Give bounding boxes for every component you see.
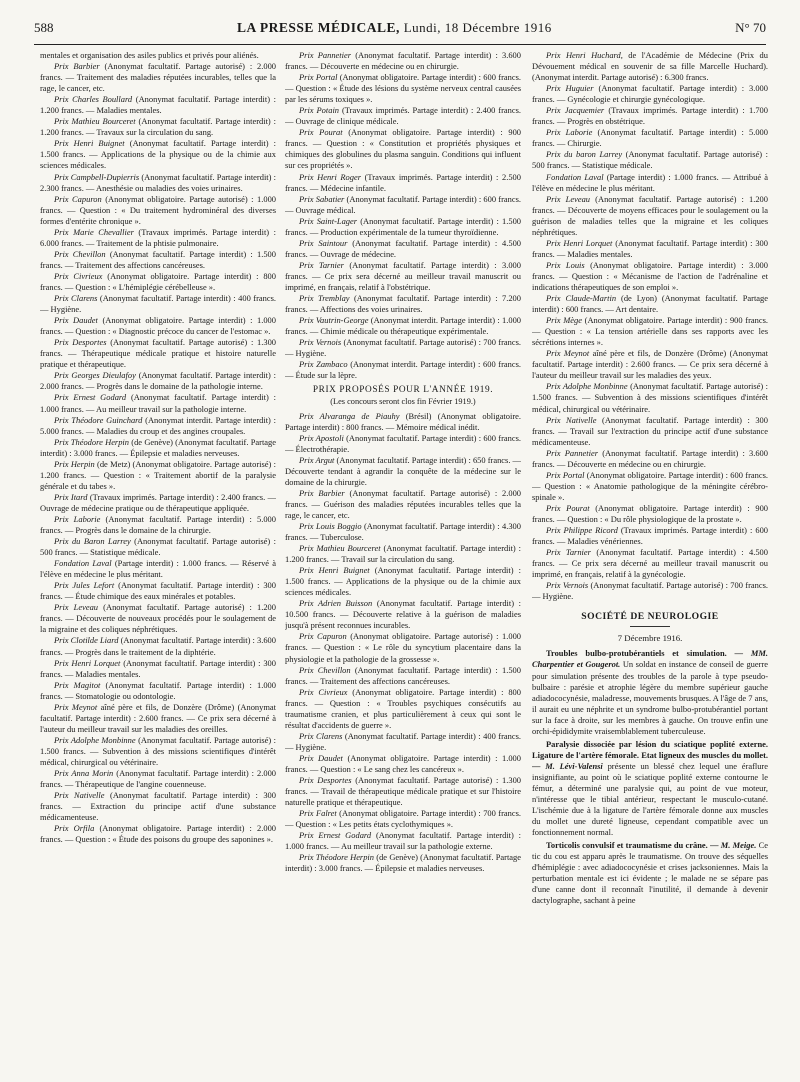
- society-date: 7 Décembre 1916.: [617, 633, 683, 644]
- prize-details: (Travaux imprimés. Partage interdit) : 2.400 francs. — Ouvrage de clinique médicale.: [285, 105, 521, 127]
- prize-details: (Anonymat facultatif. Partage interdit) : 1.500 francs. — Production expérimentale de la tumeur thyroïdienne.: [285, 215, 521, 237]
- prize-name: Prix Adrien Buisson: [299, 598, 373, 609]
- prize-details: (Anonymat facultatif. Partage interdit) : 300 francs. — Extraction du principe actif d'une substance médicamenteuse.: [40, 790, 276, 823]
- prize-details: (Anonymat facultatif. Partage interdit) : 1.000 francs. — Stomatologie ou odontologie.: [40, 679, 276, 701]
- column-2: [285, 50, 521, 1072]
- prize-entry: [285, 127, 521, 171]
- prize-details: (de Genève) (Anonymat facultatif. Partage interdit) : 3.000 francs. — Épilepsie et maladies nerveuses.: [285, 852, 521, 874]
- prize-name: Prix Pourat: [299, 127, 343, 138]
- prize-name: Prix Pannetier: [299, 50, 351, 60]
- prize-entry: [285, 194, 521, 216]
- prize-details: (Anonymat facultatif. Partage interdit) : 1.500 francs. — Applications de la physique ou de la chimie aux sciences médicales.: [40, 138, 276, 171]
- prize-details: (Anonymat facultatif. Partage interdit) : 650 francs. — Découverte tendant à agrandir la conquête de la médecine sur le domaine de la chirurgie.: [285, 454, 521, 487]
- prize-details: (Anonymat facultatif. Partage interdit) : 5.000 francs. — Chirurgie.: [532, 127, 768, 149]
- prize-name: Prix Capuron: [54, 193, 102, 204]
- prize-entry: [285, 753, 521, 775]
- prize-name: Prix Itard: [54, 491, 88, 502]
- prize-name: Prix Tarnier: [299, 259, 344, 270]
- prize-entry: [532, 83, 768, 105]
- prize-details: (Anonymat facultatif. Partage autorisé) : 1.500 francs. — Subvention à des missions scientifiques d'intérêt médical, chirurgical ou vétérinaire.: [40, 734, 276, 767]
- prize-entry: [532, 580, 768, 602]
- prize-details: (Anonymat facultatif. Partage autorisé) : 500 francs. — Statistique médicale.: [532, 149, 768, 171]
- prize-entry: [40, 370, 276, 392]
- prize-name: Prix Barbier: [54, 61, 100, 72]
- prize-name: Prix Théodore Herpin: [299, 852, 374, 863]
- prize-name: Prix Nativelle: [546, 414, 597, 425]
- prize-entry: [532, 448, 768, 470]
- prize-name: Prix Saint-Lager: [299, 215, 358, 226]
- prize-details: (Anonymat obligatoire. Partage interdit) : 1.000 francs. — Question : « Diagnostic précoce du cancer de l'estomac ».: [40, 315, 276, 337]
- prize-name: Prix Leveau: [546, 193, 591, 204]
- prize-details: (Anonymat interdit. Partage interdit) : 600 francs. — Étude sur la lèpre.: [285, 359, 521, 381]
- prize-entry: [285, 359, 521, 381]
- prize-details: (Anonymat obligatoire. Partage interdit) : 800 francs. — Question : « Troubles psychiques consécutifs au traumatisme cranien, et plus particulièrement à ceux qui sont le résultat d'accidents de guerre ».: [285, 686, 521, 730]
- prize-entry: [285, 521, 521, 543]
- prize-name: Prix Mège: [546, 315, 582, 326]
- prize-details: (Anonymat facultatif. Partage interdit) : 1.500 francs. — Traitement des affections cancéreuses.: [285, 664, 521, 686]
- prize-entry: [40, 459, 276, 492]
- prize-name: Prix Henri Buignet: [54, 138, 125, 149]
- prize-name: Prix Marie Chevallier: [54, 226, 134, 237]
- prize-entry: [40, 392, 276, 414]
- prize-name: Prix Herpin: [54, 458, 95, 469]
- prize-entry: [40, 790, 276, 823]
- prize-entry: [285, 50, 521, 72]
- prize-details: (Travaux imprimés. Partage interdit) : 2.500 francs. — Médecine infantile.: [285, 171, 521, 193]
- prize-details: aîné père et fils, de Donzère (Drôme) (Anonymat facultatif. Partage interdit) : 2.600 francs. — Ce prix sera décerné à l'auteur du meilleur travail sur les maladies des yeux.: [532, 348, 768, 381]
- prize-details: aîné père et fils, de Donzère (Drôme) (Anonymat facultatif. Partage interdit) : 2.600 francs. — Ce prix sera décerné à l'auteur du meilleur travail sur les maladies des oreilles.: [40, 701, 276, 734]
- prize-name: Prix Clarens: [299, 730, 343, 741]
- prize-entry: [40, 635, 276, 657]
- prize-name: Prix Daudet: [299, 752, 343, 763]
- prize-entry: [532, 50, 768, 83]
- prize-details: (Anonymat facultatif. Partage interdit) : 1.200 francs. — Travail sur la circulation du sang.: [285, 543, 521, 565]
- prize-entry: [285, 433, 521, 455]
- prize-details: (Anonymat obligatoire. Partage interdit) : 700 francs. — Question : « Les petits états cyclothymiques ».: [285, 808, 521, 830]
- prize-entry: [532, 415, 768, 448]
- prize-entry: [532, 503, 768, 525]
- prize-entry: [285, 411, 521, 433]
- prize-entry: [40, 602, 276, 635]
- prize-name: Prix Magitot: [54, 679, 101, 690]
- prize-entry: [285, 598, 521, 631]
- prize-entry: [40, 823, 276, 845]
- prize-details: (Anonymat facultatif. Partage interdit) : 1.500 francs. — Applications de la physique ou de la chimie aux sciences médicales.: [285, 565, 521, 598]
- prize-name: Fondation Laval: [54, 558, 112, 569]
- prize-name: Prix Louis Boggio: [299, 520, 362, 531]
- prize-name: Prix Orfila: [54, 823, 95, 834]
- prize-entry: [285, 565, 521, 598]
- prize-name: Prix Adolphe Monbinne: [54, 734, 136, 745]
- prize-name: Prix Théodore Herpin: [54, 436, 129, 447]
- prize-entry: [40, 138, 276, 171]
- prize-details: (Anonymat obligatoire. Partage interdit) : 1.000 francs. — Question : « Le sang chez les cancéreux ».: [285, 752, 521, 774]
- prize-details: (Anonymat facultatif. Partage interdit) : 2.000 francs. — Thérapeutique de l'angine couenneuse.: [40, 768, 276, 790]
- prize-details: (de Genève) (Anonymat facultatif. Partage interdit) : 3.000 francs. — Épilepsie et maladies nerveuses.: [40, 436, 276, 458]
- prize-details: (Anonymat facultatif. Partage interdit) : 4.500 francs. — Ouvrage de médecine.: [285, 237, 521, 259]
- prize-entry: [285, 216, 521, 238]
- prize-entry: [285, 808, 521, 830]
- section-subtitle: (Les concours seront clos fin Février 1919.): [330, 397, 476, 407]
- prize-entry: [40, 94, 276, 116]
- prize-entry: [285, 830, 521, 852]
- prize-entry: [285, 687, 521, 731]
- prize-name: Prix Desportes: [54, 337, 107, 348]
- prize-name: Prix Vernois: [546, 580, 589, 591]
- prize-entry: [285, 260, 521, 293]
- prize-entry: [40, 658, 276, 680]
- prize-details: (Anonymat facultatif. Partage autorisé) : 700 francs. — Hygiène.: [532, 580, 768, 602]
- prize-entry: [40, 116, 276, 138]
- prize-details: (Anonymat facultatif. Partage interdit) : 3.600 francs. — Découverte en médecine ou en chirurgie.: [285, 50, 521, 72]
- prize-details: (Anonymat facultatif. Partage autorisé) : 2.000 francs. — Traitement des maladies réputées incurables, telles que la rage, le cancer, etc.: [40, 61, 276, 94]
- prize-entry: [40, 194, 276, 227]
- prize-details: (Anonymat facultatif. Partage interdit) : 400 francs. — Hygiène.: [285, 730, 521, 752]
- prize-entry: [40, 293, 276, 315]
- paragraph-body: Ce tic du cou est apparu après le traumatisme. On trouve des séquelles d'hémiplégie : avec adiadococynésie et crises jacksoniennes. Mais la perturbation mentale est ici évidente ; le malade ne se sépare pas d'une canne dont il reconnaît l'inutilité, il demande à devenir dactylographe, sachant à peine: [532, 840, 768, 906]
- prize-name: Prix Sabatier: [299, 193, 345, 204]
- prize-name: Prix Nativelle: [54, 790, 105, 801]
- paragraph-title: Torticolis convulsif et traumatisme du crâne.: [546, 840, 708, 851]
- prize-entry: [532, 293, 768, 315]
- prize-details: de l'Académie de Médecine (Prix du Dévouement médical en souvenir de sa fille Marcelle Huchard). (Anonymat interdit. Partage autorisé) : 6.300 francs.: [532, 50, 768, 83]
- prize-details: (Anonymat facultatif. Partage interdit) : 1.200 francs. — Maladies mentales.: [40, 94, 276, 116]
- prize-entry: [40, 492, 276, 514]
- prize-details: (Anonymat facultatif. Partage interdit) : 3.000 francs. — Gynécologie et chirurgie gynécologique.: [532, 83, 768, 105]
- prize-details: (Anonymat facultatif. Partage interdit) : 300 francs. — Étude chimique des eaux minérales et potables.: [40, 580, 276, 602]
- prize-entry: [40, 437, 276, 459]
- prize-entry: [532, 149, 768, 171]
- prize-details: (de Metz) (Anonymat obligatoire. Partage autorisé) : 1.200 francs. — Question : « Traitement abortif de la paralysie générale et du tabes ».: [40, 458, 276, 491]
- issue-date: Lundi, 18 Décembre 1916: [403, 20, 552, 35]
- prize-name: Prix Anna Morin: [54, 768, 114, 779]
- prize-name: Prix Clarens: [54, 293, 98, 304]
- prize-details: (Anonymat facultatif. Partage autorisé) : 1.200 francs. — Découverte de nouveaux procédés pour le soulagement de la migraine et des coliques néphrétiques.: [40, 602, 276, 635]
- prize-details: (Anonymat facultatif. Partage interdit) : 1.000 francs. — Au meilleur travail sur la pathologie externe.: [285, 830, 521, 852]
- prize-name: Fondation Laval: [546, 171, 604, 182]
- prize-name: Prix Chevillon: [299, 664, 351, 675]
- prize-name: Prix Vernois: [299, 337, 342, 348]
- prize-entry: [40, 249, 276, 271]
- prize-details: (Anonymat facultatif. Partage interdit) : 1.200 francs. — Travaux sur la circulation du sang.: [40, 116, 276, 138]
- prize-entry: [40, 50, 276, 61]
- prize-details: (Anonymat facultatif. Partage interdit) : 2.000 francs. — Progrès dans le domaine de la pathologie interne.: [40, 370, 276, 392]
- prize-details: (Anonymat obligatoire. Partage interdit) : 600 francs. — Question : « Étude des lésions du système nerveux central causées par les sérums toxiques ».: [285, 72, 521, 105]
- column-3: [532, 50, 768, 1072]
- society-paragraph: [532, 739, 768, 838]
- prize-details: (Anonymat facultatif. Partage interdit) : 300 francs. — Maladies mentales.: [40, 657, 276, 679]
- prize-entry: [532, 315, 768, 348]
- prize-entry: [285, 455, 521, 488]
- header-rule: [34, 44, 766, 45]
- prize-details: (Anonymat obligatoire. Partage interdit) : 600 francs. — Question : « Anatomie pathologique de la méningite cérébro-spinale ».: [532, 469, 768, 502]
- paragraph-title: Troubles bulbo-protubérantiels et simulation.: [546, 648, 727, 659]
- prize-details: (Travaux imprimés. Partage interdit) : 600 francs. — Maladies vénériennes.: [532, 525, 768, 547]
- paragraph-authors: — M. Meige.: [710, 840, 757, 851]
- issue-number: N° 70: [735, 20, 766, 35]
- prize-details: (Anonymat facultatif. Partage interdit) : 600 francs. — Électrothérapie.: [285, 432, 521, 454]
- prize-name: Prix Henri Buignet: [299, 565, 370, 576]
- prize-name: Prix Apostoli: [299, 432, 344, 443]
- prize-name: Prix Mathieu Bourceret: [54, 116, 136, 127]
- prize-entry: [285, 631, 521, 664]
- prize-name: Prix Saintour: [299, 237, 348, 248]
- prize-details: (Anonymat facultatif. Partage interdit) : 400 francs. — Hygiène.: [40, 293, 276, 315]
- prize-name: Prix Potain: [299, 105, 340, 116]
- prize-entry: [532, 238, 768, 260]
- prize-details: (Anonymat facultatif. Partage interdit) : 1.000 francs. — Au meilleur travail sur la pathologie interne.: [40, 392, 276, 414]
- prize-name: Prix Ernest Godard: [54, 392, 127, 403]
- prize-name: Prix Claude-Martin: [546, 293, 617, 304]
- society-report: [532, 648, 768, 906]
- prize-name: Prix du Baron Larrey: [54, 536, 131, 547]
- paragraph-authors: — M. Lévi-Valensi: [532, 760, 603, 771]
- prize-details: (Anonymat facultatif. Partage interdit) : 2.300 francs. — Anesthésie ou maladies des voies urinaires.: [40, 171, 276, 193]
- prize-name: Prix Chevillon: [54, 248, 106, 259]
- prize-name: Prix Portal: [299, 72, 338, 83]
- prize-entry: [285, 337, 521, 359]
- prize-entry: [285, 72, 521, 105]
- article-columns: [40, 50, 768, 1075]
- prizes-1919-continued: [532, 50, 768, 602]
- prize-name: Prix Capuron: [299, 631, 347, 642]
- prize-name: Prix Portal: [546, 469, 585, 480]
- society-paragraph: [532, 648, 768, 736]
- prize-entry: [40, 415, 276, 437]
- prize-details: (Partage interdit) : 1.000 francs. — Réservé à l'élève en médecine le plus méritant.: [40, 558, 276, 580]
- section-title: PRIX PROPOSÉS POUR L'ANNÉE 1919.: [312, 385, 494, 396]
- paragraph-body: Un soldat en instance de conseil de guerre pour simulation présente des troubles de la parole à type pseudo-bulbaire : parésie et atrophie légère du membre supérieur gauche adiadococynésie, maladresse, mouvements brusques. A l'âge de 7 ans, il aurait eu une néphrite et un syndrome bulbo-protubérantiel portant sur la face à droite, sur les membres à gauche. On trouve enfin une orchi-épididymite vraisemblablement tuberculeuse.: [532, 659, 768, 736]
- prize-entry: [40, 702, 276, 735]
- prize-entry: [285, 488, 521, 521]
- prize-details: mentales et organisation des asiles publics et privés pour aliénés.: [40, 50, 259, 60]
- prize-entry: [285, 238, 521, 260]
- prizes-1919: [285, 411, 521, 875]
- prize-name: Prix Leveau: [54, 602, 99, 613]
- prize-details: (Anonymat facultatif. Partage autorisé) : 2.000 francs. — Guérison des maladies réputées incurables telles que la rage, le cancer, etc.: [285, 487, 521, 520]
- prize-name: Prix Falret: [299, 808, 337, 819]
- prize-entry: [285, 731, 521, 753]
- prize-details: (Anonymat facultatif. Partage interdit) : 300 francs. — Travail sur l'extraction du principe actif d'une substance médicamenteuse.: [532, 414, 768, 447]
- prize-name: Prix Zambaco: [299, 359, 348, 370]
- prize-name: Prix Henri Lorquet: [546, 237, 613, 248]
- prize-name: Prix Henri Roger: [299, 171, 362, 182]
- prize-entry: [40, 337, 276, 370]
- prize-name: Prix Vautrin-George: [299, 315, 369, 326]
- prize-details: (Anonymat facultatif. Partage autorisé) : 700 francs. — Hygiène.: [285, 337, 521, 359]
- prize-name: Prix Desportes: [299, 775, 352, 786]
- prize-entry: [285, 775, 521, 808]
- prizes-1918-continued: [285, 50, 521, 381]
- society-rule: [630, 626, 670, 627]
- prize-entry: [532, 260, 768, 293]
- prize-name: Prix Jules Lefort: [54, 580, 115, 591]
- prize-entry: [40, 580, 276, 602]
- prize-name: Prix Campbell-Dupierris: [54, 171, 140, 182]
- prize-name: Prix Daudet: [54, 315, 98, 326]
- prize-name: Prix du baron Larrey: [546, 149, 623, 160]
- prize-entry: [40, 61, 276, 94]
- prize-details: (Anonymat facultatif. Partage interdit) : 4.500 francs. — Ce prix sera décerné au meilleur travail manuscrit ou imprimé, en français, relatif à la gynécologie.: [532, 547, 768, 580]
- prize-details: (Brésil) (Anonymat obligatoire. Partage interdit) : 800 francs. — Mémoire médical inédit.: [285, 410, 521, 432]
- prize-name: Prix Henri Lorquet: [54, 657, 121, 668]
- prize-name: Prix Laborie: [54, 513, 101, 524]
- paragraph-body: présente un blessé chez lequel une éraflure insignifiante, au point où le sciatique poplité externe contourne le fémur, a déterminé une paralysie qui, au point de vue moteur, n'intéresse que le tibial antérieur, respectant le musculo-cutané. L'ischémie due à la ligature de l'artère fémorale donne aux muscles du mollet une dureté ligneuse, cependant compatible avec un fonctionnement normal.: [532, 760, 768, 838]
- society-title: SOCIÉTÉ DE NEUROLOGIE: [581, 611, 719, 623]
- prize-details: (Anonymat facultatif. Partage autorisé) : 1.500 francs. — Subvention à des missions scientifiques d'intérêt médical, chirurgical ou vétérinaire.: [532, 381, 768, 414]
- prize-name: Prix Meynot: [546, 348, 590, 359]
- prize-name: Prix Mathieu Bourceret: [299, 543, 381, 554]
- prize-entry: [40, 172, 276, 194]
- prize-name: Prix Civrieux: [299, 686, 348, 697]
- prize-details: (Anonymat facultatif. Partage interdit) : 3.600 francs. — Découverte en médecine ou en chirurgie.: [532, 447, 768, 469]
- column-1: [40, 50, 276, 1072]
- prize-name: Prix Théodore Guinchard: [54, 414, 143, 425]
- page-number: 588: [34, 20, 54, 35]
- prize-name: Prix Pannetier: [546, 447, 598, 458]
- prize-entry: [40, 514, 276, 536]
- prize-name: Prix Tremblay: [299, 293, 350, 304]
- prize-details: (Anonymat facultatif. Partage autorisé) : 1.300 francs. — Travail de thérapeutique médicale pratique et sur l'histoire naturelle pratique et thérapeutique.: [285, 775, 521, 808]
- prize-details: (Anonymat obligatoire. Partage interdit) : 900 francs. — Question : « Du rôle physiologique de la prostate ».: [532, 502, 768, 524]
- prize-entry: [532, 470, 768, 503]
- prize-name: Prix Georges Dieulafoy: [54, 370, 136, 381]
- running-title: [237, 20, 552, 36]
- prize-entry: [285, 172, 521, 194]
- prize-details: (Anonymat facultatif. Partage autorisé) : 1.200 francs. — Découverte de moyens efficaces pour le soulagement ou la guérison de maladies telles que la migraine et les coliques néphrétiques.: [532, 193, 768, 237]
- prize-entry: [285, 293, 521, 315]
- prize-entry: [40, 558, 276, 580]
- prize-name: Prix Clotilde Liard: [54, 635, 119, 646]
- prize-details: (Anonymat facultatif. Partage interdit) : 600 francs. — Ouvrage médical.: [285, 193, 521, 215]
- prize-name: Prix Henri Huchard,: [546, 50, 623, 60]
- prize-name: Prix Adolphe Monbinne: [546, 381, 628, 392]
- page-header: [34, 20, 766, 40]
- prize-entry: [285, 315, 521, 337]
- prize-details: (Anonymat obligatoire. Partage interdit) : 3.000 francs. — Question : « Mécanisme de l'action de l'adrénaline et indications thérapeutiques de son emploi ».: [532, 259, 768, 292]
- prize-entry: [532, 105, 768, 127]
- prize-entry: [285, 543, 521, 565]
- prize-details: (Travaux imprimés. Partage interdit) : 1.700 francs. — Progrès en obstétrique.: [532, 105, 768, 127]
- prize-details: (Anonymat obligatoire. Partage interdit) : 2.000 francs. — Question : « Étude des poisons du groupe des saponines ».: [40, 823, 276, 845]
- prize-details: (Anonymat obligatoire. Partage autorisé) : 1.000 francs. — Question : « Le rôle du syncytium placentaire dans la physiologie et la pathologie de la grossesse ».: [285, 631, 521, 664]
- prize-details: (Anonymat facultatif. Partage interdit) : 1.500 francs. — Traitement des affections cancéreuses.: [40, 248, 276, 270]
- prize-entry: [532, 348, 768, 381]
- prize-name: Prix Huguier: [546, 83, 594, 94]
- prize-details: (Anonymat facultatif. Partage interdit) : 3.000 francs. — Ce prix sera décerné au meilleur travail manuscrit ou imprimé, en français, relatif à l'obstétrique.: [285, 259, 521, 292]
- prize-details: (Anonymat obligatoire. Partage interdit) : 900 francs. — Question : « Constitution et propriétés physiques et chimiques des globulines du plasma sanguin. Conditions qui influent sur ces propriétés ».: [285, 127, 521, 171]
- prize-details: (Anonymat facultatif. Partage interdit) : 5.000 francs. — Progrès dans le domaine de la chirurgie.: [40, 513, 276, 536]
- prize-name: Prix Louis: [546, 259, 585, 270]
- prize-details: (Anonymat interdit. Partage interdit) : 1.000 francs. — Chimie médicale ou thérapeutique expérimentale.: [285, 315, 521, 337]
- prize-entry: [40, 768, 276, 790]
- prize-details: (Travaux imprimés. Partage interdit) : 2.400 francs. — Ouvrage de médecine pratique ou de thérapeutique appliquée.: [40, 491, 276, 513]
- prize-name: Prix Barbier: [299, 487, 345, 498]
- prize-name: Prix Laborie: [546, 127, 593, 138]
- prize-details: (de Lyon) (Anonymat facultatif. Partage interdit) : 600 francs. — Art dentaire.: [532, 293, 768, 315]
- prize-entry: [40, 536, 276, 558]
- prize-details: (Anonymat facultatif. Partage autorisé) : 500 francs. — Statistique médicale.: [40, 536, 276, 558]
- journal-title: LA PRESSE MÉDICALE,: [236, 20, 400, 35]
- prize-name: Prix Charles Boullard: [54, 94, 133, 105]
- paragraph-authors: — MM. Charpentier et Gougerot.: [532, 648, 768, 670]
- prize-details: (Partage interdit) : 1.000 francs. — Attribué à l'élève en médecine le plus méritant.: [532, 171, 768, 193]
- prize-details: (Anonymat facultatif. Partage interdit) : 7.200 francs. — Affections des voies urinaires.: [285, 293, 521, 315]
- paragraph-title: Paralysie dissociée par lésion du sciatique poplité externe. Ligature de l'artère fémorale. Etat ligneux des muscles du mollet.: [532, 738, 768, 760]
- prize-details: (Anonymat obligatoire. Partage autorisé) : 1.000 francs. — Question : « Du traitement hydrominéral des diverses formes d'entérite chronique ».: [40, 193, 276, 226]
- prize-entry: [532, 381, 768, 414]
- prize-entry: [40, 680, 276, 702]
- prize-entry: [532, 172, 768, 194]
- prize-entry: [532, 525, 768, 547]
- prize-name: Prix Argut: [299, 454, 335, 465]
- prize-entry: [532, 194, 768, 238]
- prize-name: Prix Alvaranga de Piauhy: [299, 410, 400, 421]
- prize-entry: [40, 271, 276, 293]
- prize-name: Prix Tarnier: [546, 547, 591, 558]
- prize-name: Prix Meynot: [54, 701, 98, 712]
- prize-details: (Anonymat facultatif. Partage autorisé) : 1.300 francs. — Thérapeutique médicale pratique et histoire naturelle pratique et thérapeutique.: [40, 337, 276, 370]
- prize-name: Prix Pourat: [546, 502, 590, 513]
- prize-entry: [532, 127, 768, 149]
- prize-name: Prix Civrieux: [54, 270, 103, 281]
- prize-entry: [532, 547, 768, 580]
- prize-details: (Anonymat facultatif. Partage interdit) : 10.500 francs. — Découverte relative à la guérison de maladies jusqu'à présent reconnues incurables.: [285, 598, 521, 631]
- prize-name: Prix Ernest Godard: [299, 830, 372, 841]
- prize-entry: [285, 852, 521, 874]
- prize-details: (Travaux imprimés. Partage interdit) : 6.000 francs. — Traitement de la phtisie pulmonaire.: [40, 226, 276, 248]
- prize-entry: [40, 735, 276, 768]
- prize-name: Prix Philippe Ricord: [546, 525, 618, 536]
- prize-details: (Anonymat interdit. Partage interdit) : 5.000 francs. — Maladies du croup et des angines croupales.: [40, 414, 276, 436]
- prize-details: (Anonymat obligatoire. Partage interdit) : 900 francs. — Question : « La tension artérielle dans ses rapports avec les sécrétions internes ».: [532, 315, 768, 348]
- prize-details: (Anonymat facultatif. Partage interdit) : 3.600 francs. — Progrès dans le traitement de la diphtérie.: [40, 635, 276, 657]
- prize-details: (Anonymat facultatif. Partage interdit) : 4.300 francs. — Tuberculose.: [285, 520, 521, 543]
- prize-entry: [285, 105, 521, 127]
- society-paragraph: [532, 840, 768, 906]
- prize-details: (Anonymat obligatoire. Partage interdit) : 800 francs. — Question : « L'hémiplégie cérébelleuse ».: [40, 270, 276, 292]
- prize-details: (Anonymat facultatif. Partage interdit) : 300 francs. — Maladies mentales.: [532, 237, 768, 259]
- prize-name: Prix Jacquemier: [546, 105, 605, 116]
- prize-entry: [40, 315, 276, 337]
- prize-entry: [40, 227, 276, 249]
- prize-entry: [285, 665, 521, 687]
